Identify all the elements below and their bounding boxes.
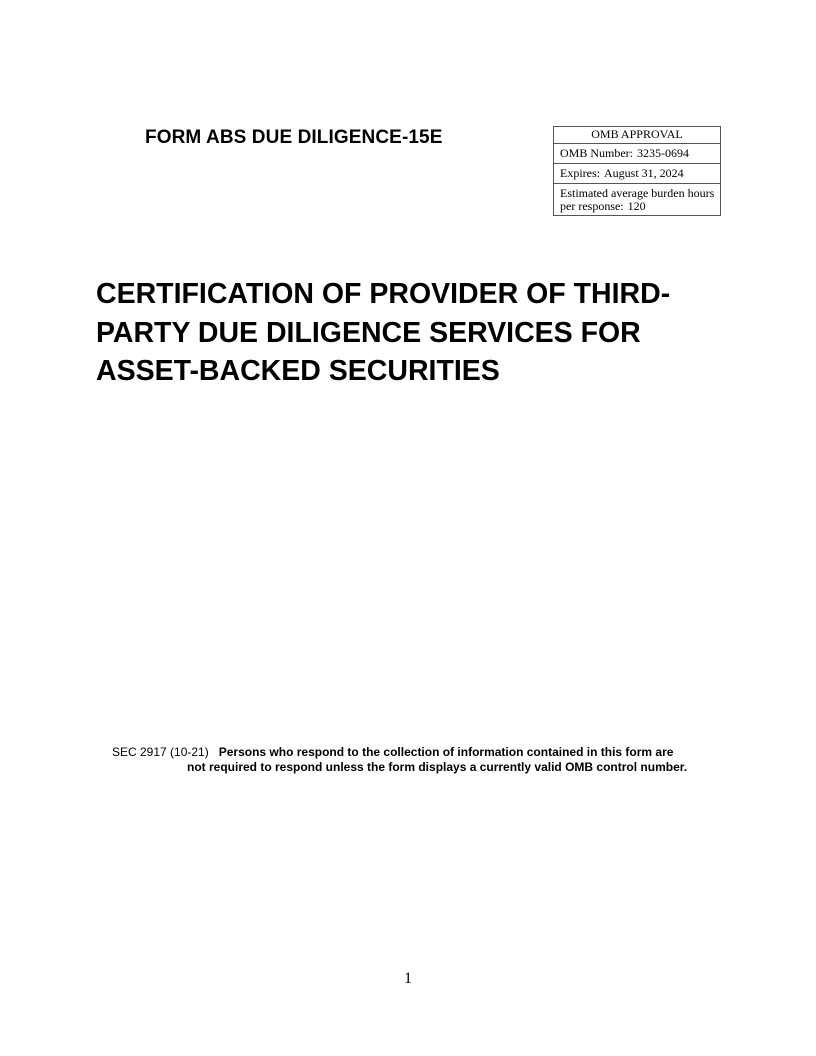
omb-control-notice [112, 745, 687, 775]
document-title-line-1: CERTIFICATION OF PROVIDER OF THIRD- [96, 278, 671, 310]
omb-burden-label: Estimated average burden hours per response: [560, 186, 715, 213]
omb-number-row [554, 143, 720, 163]
notice-line-1: Persons who respond to the collection of information contained in this form are [218, 745, 674, 759]
page-number: 1 [404, 970, 412, 987]
omb-burden-value: 120 [627, 199, 646, 213]
omb-number-value: 3235-0694 [637, 146, 689, 160]
document-title [96, 275, 736, 391]
sec-form-code: SEC 2917 (10-21) [112, 745, 209, 759]
omb-expires-label: Expires: [560, 166, 600, 180]
form-name: FORM ABS DUE DILIGENCE-15E [145, 127, 443, 148]
omb-number-label: OMB Number: [560, 146, 633, 160]
omb-expires-row [554, 163, 720, 183]
document-title-line-3: ASSET-BACKED SECURITIES [96, 355, 500, 387]
omb-approval-title: OMB APPROVAL [591, 127, 683, 141]
omb-approval-box [553, 126, 721, 216]
notice-line-2: not required to respond unless the form displays a currently valid OMB control number. [187, 760, 688, 774]
document-title-line-2: PARTY DUE DILIGENCE SERVICES FOR [96, 316, 641, 349]
omb-burden-row [554, 183, 720, 215]
omb-expires-value: August 31, 2024 [604, 166, 684, 180]
